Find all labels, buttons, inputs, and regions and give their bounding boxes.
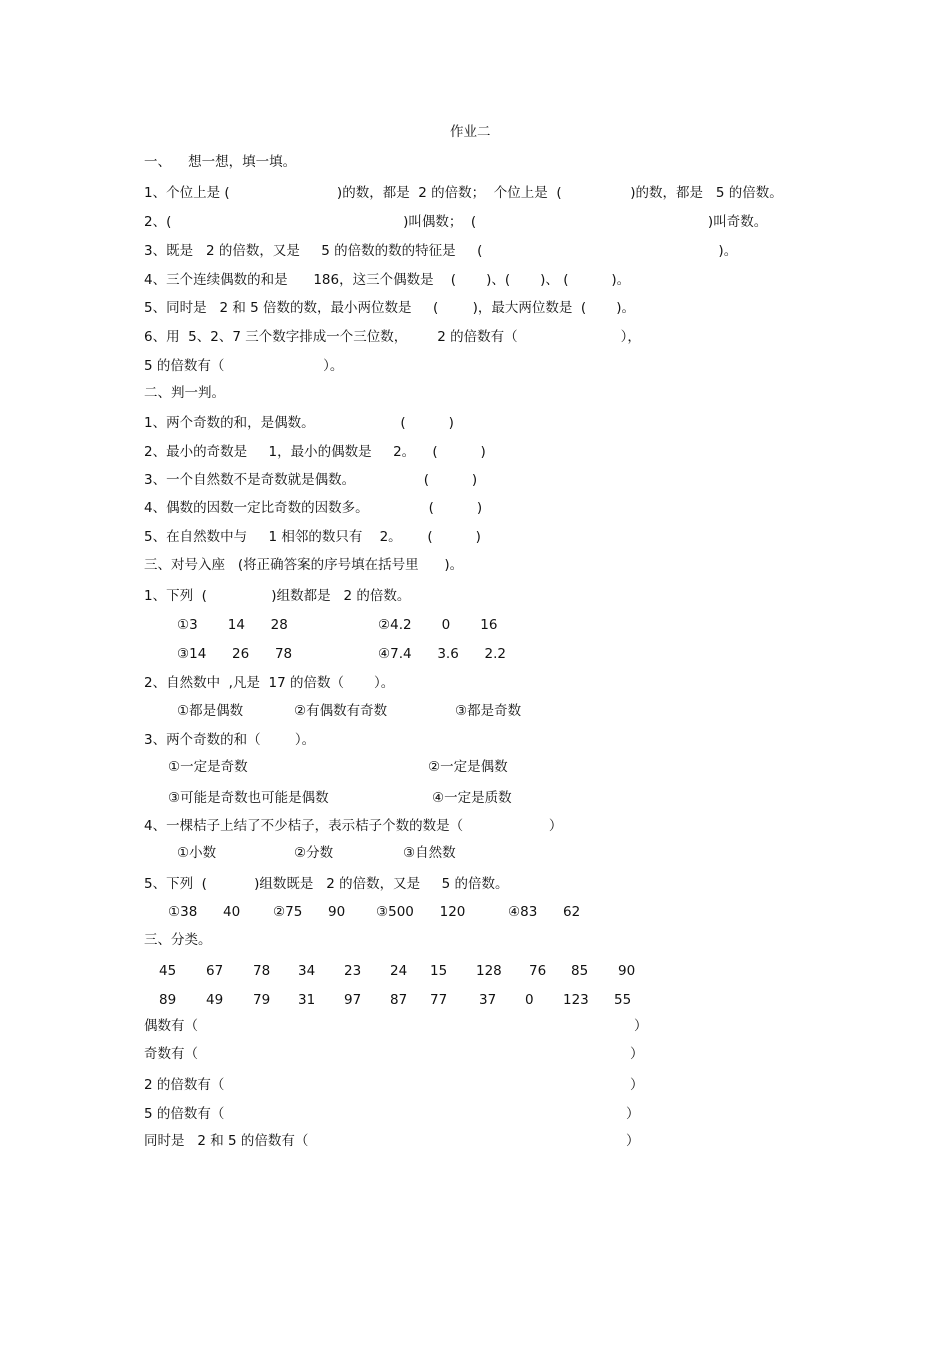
choice-option: ②有偶数有奇数: [294, 703, 388, 719]
choice-option: ③可能是奇数也可能是偶数: [168, 790, 329, 806]
choice-option: ②分数: [294, 845, 334, 861]
number-cell: 24: [390, 963, 408, 979]
number-cell: 34: [298, 963, 316, 979]
number-cell: 78: [253, 963, 271, 979]
choice-option: ①一定是奇数: [168, 759, 248, 775]
choice-option: ②4.2 0 16: [378, 617, 498, 633]
choice-option: ③14 26 78: [177, 646, 293, 662]
choice-option: ④83 62: [508, 904, 581, 920]
number-cell: 45: [159, 963, 177, 979]
even-close: ）: [634, 1018, 648, 1034]
number-cell: 37: [479, 992, 497, 1008]
section1-heading: 一、 想一想，填一填。: [144, 154, 297, 170]
both-close: ）: [626, 1133, 640, 1149]
choice-option: ②一定是偶数: [428, 759, 508, 775]
number-cell: 77: [430, 992, 448, 1008]
page-title: 作业二: [450, 124, 491, 140]
section2-heading: 二、判一判。: [144, 385, 225, 401]
choice-option: ③500 120: [376, 904, 466, 920]
choice-option: ①38 40: [168, 904, 241, 920]
choice-option: ③自然数: [403, 845, 456, 861]
number-cell: 49: [206, 992, 224, 1008]
choice-q4: 4、一棵桔子上结了不少桔子，表示桔子个数的数是（ ）: [144, 818, 563, 834]
choice-q1: 1、下列 ( )组数都是 2 的倍数。: [144, 588, 411, 604]
choice-q5: 5、下列 ( )组数既是 2 的倍数，又是 5 的倍数。: [144, 876, 509, 892]
judge-item: 3、一个自然数不是奇数就是偶数。 ( ): [144, 472, 478, 488]
choice-option: ①都是偶数: [177, 703, 244, 719]
number-cell: 15: [430, 963, 448, 979]
number-cell: 76: [529, 963, 547, 979]
section1-q6-line2: 5 的倍数有（ ）。: [144, 358, 344, 374]
number-cell: 90: [618, 963, 636, 979]
section1-q4: 4、三个连续偶数的和是 186，这三个偶数是 ( )、( )、 ( )。: [144, 272, 631, 288]
odd-label: 奇数有（: [144, 1046, 198, 1062]
section3-heading: 三、对号入座 (将正确答案的序号填在括号里 )。: [144, 557, 464, 573]
section4-heading: 三、分类。: [144, 932, 212, 948]
mult2-label: 2 的倍数有（: [144, 1077, 225, 1093]
number-cell: 89: [159, 992, 177, 1008]
number-cell: 0: [525, 992, 534, 1008]
judge-item: 2、最小的奇数是 1，最小的偶数是 2。 ( ): [144, 444, 486, 460]
both-label: 同时是 2 和 5 的倍数有（: [144, 1133, 309, 1149]
number-cell: 97: [344, 992, 362, 1008]
choice-q2: 2、自然数中 ,凡是 17 的倍数（ ）。: [144, 675, 395, 691]
section1-q5: 5、同时是 2 和 5 倍数的数，最小两位数是 ( )，最大两位数是 ( )。: [144, 300, 635, 316]
judge-item: 4、偶数的因数一定比奇数的因数多。 ( ): [144, 500, 483, 516]
judge-item: 1、两个奇数的和，是偶数。 ( ): [144, 415, 454, 431]
mult5-close: ）: [626, 1106, 640, 1122]
choice-option: ①3 14 28: [177, 617, 288, 633]
number-cell: 67: [206, 963, 224, 979]
choice-option: ②75 90: [273, 904, 346, 920]
mult5-label: 5 的倍数有（: [144, 1106, 225, 1122]
choice-q3: 3、两个奇数的和（ ）。: [144, 732, 316, 748]
judge-item: 5、在自然数中与 1 相邻的数只有 2。 ( ): [144, 529, 481, 545]
number-cell: 79: [253, 992, 271, 1008]
number-cell: 85: [571, 963, 589, 979]
choice-option: ④7.4 3.6 2.2: [378, 646, 507, 662]
number-cell: 128: [476, 963, 502, 979]
choice-option: ①小数: [177, 845, 217, 861]
section1-q1: 1、个位上是 ( )的数，都是 2 的倍数； 个位上是 ( )的数，都是 5 的倍数。: [144, 185, 783, 201]
section1-q2: 2、( )叫偶数； ( )叫奇数。: [144, 214, 768, 230]
mult2-close: ）: [630, 1077, 644, 1093]
odd-close: ）: [630, 1046, 644, 1062]
number-cell: 55: [614, 992, 632, 1008]
section1-q3: 3、既是 2 的倍数，又是 5 的倍数的数的特征是 ( )。: [144, 243, 738, 259]
section1-q6-line1: 6、用 5、2、7 三个数字排成一个三位数， 2 的倍数有（ ），: [144, 329, 641, 345]
choice-option: ④一定是质数: [432, 790, 512, 806]
even-label: 偶数有（: [144, 1018, 198, 1034]
number-cell: 87: [390, 992, 408, 1008]
number-cell: 123: [563, 992, 589, 1008]
number-cell: 23: [344, 963, 362, 979]
choice-option: ③都是奇数: [455, 703, 522, 719]
number-cell: 31: [298, 992, 316, 1008]
